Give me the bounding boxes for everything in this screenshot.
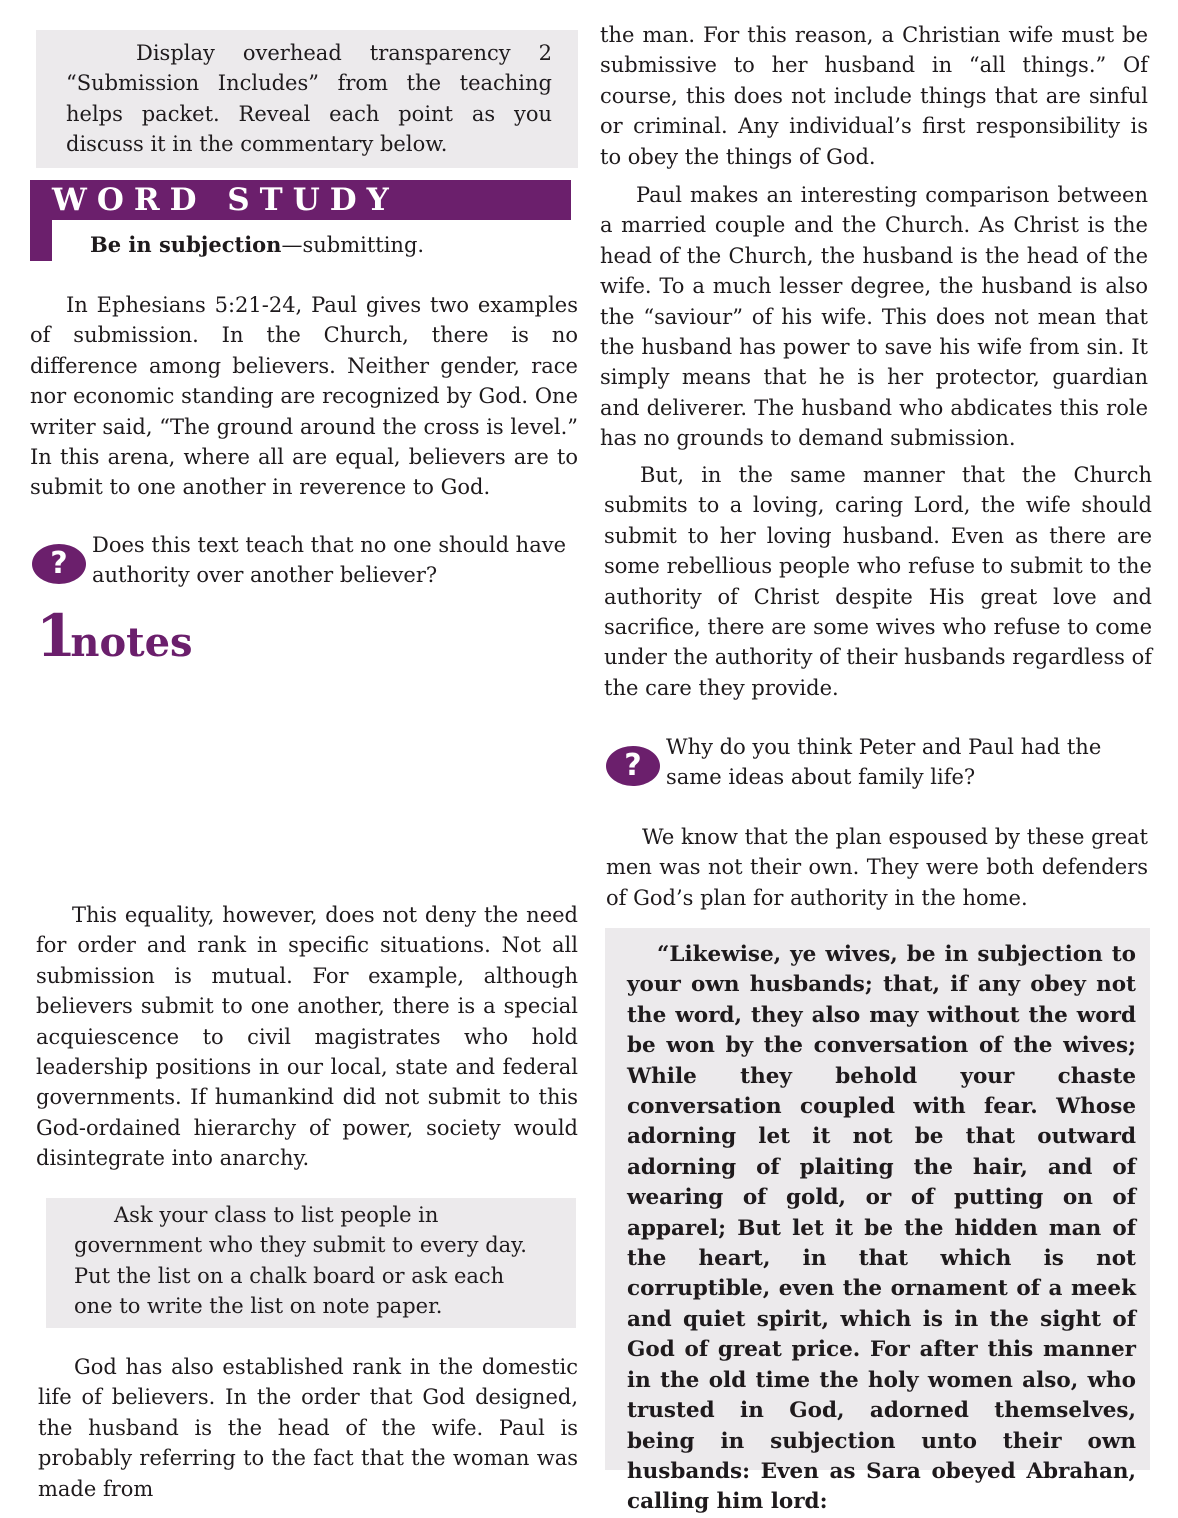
notes-hook-icon: 1	[36, 602, 71, 670]
word-study-heading: WORD STUDY	[30, 180, 571, 220]
left-paragraph-1-wrap	[30, 290, 578, 503]
left-paragraph-2-wrap	[36, 900, 578, 1174]
discussion-question: Why do you think Peter and Paul had the same ideas about family life?	[666, 735, 1102, 790]
body-paragraph: God has also established rank in the domestic life of believers. In the order that God designed, the husband is the head of the wife. Paul is probably referring to the fact that the woman was made from	[38, 1355, 578, 1501]
right-paragraph-1-wrap	[600, 20, 1148, 172]
notes-heading	[36, 602, 193, 673]
body-paragraph: the man. For this reason, a Christian wife must be submissive to her husband in “all things.” Of course, this does not include things that are sinful or criminal. Any individual’s first responsibility is to obey the things of God.	[600, 23, 1148, 169]
discussion-question: Does this text teach that no one should have authority over another believer?	[92, 533, 567, 588]
scripture-quote-box	[605, 928, 1150, 1515]
scripture-quote: “Likewise, ye wives, be in subjection to your own husbands; that, if any obey not the word, they also may without the word be won by the conversation of the wives; While they behold your chaste conversation coupled with fear. Whose adorning let it not be that outward adorning of plaiting the hair, and of wearing of gold, or of putting on of apparel; But let it be the hidden man of the heart, in that which is not corruptible, even the ornament of a meek and quiet spirit, which is in the sight of God of great price. For after this manner in the old time the holy women also, who trusted in God, adorned themselves, being in subjection unto their own husbands: Even as Sara obeyed Abrahan, calling him lord:	[627, 942, 1136, 1515]
body-paragraph: In Ephesians 5:21-24, Paul gives two examples of submission. In the Church, there is no difference among believers. Neither gender, race nor economic standing are recognized by God. One writer said, “The ground around the cross is level.” In this arena, where all are equal, believers are to submit to one another in reverence to God.	[30, 293, 578, 500]
question-icon: ?	[606, 746, 660, 786]
body-paragraph: Paul makes an interesting comparison between a married couple and the Church. As Christ is the head of the Church, the husband is the head of the wife. To a much lesser degree, the husband is also the “saviour” of his wife. This does not mean that the husband has power to save his wife from sin. It simply means that he is her protector, guardian and deliverer. The husband who abdicates this role has no grounds to demand submission.	[600, 183, 1148, 451]
left-paragraph-3-wrap	[38, 1352, 578, 1504]
right-paragraph-4-wrap	[606, 822, 1148, 913]
teaching-tip-box	[36, 30, 578, 168]
notes-label: notes	[70, 619, 193, 666]
word-study-meaning: —submitting.	[281, 233, 425, 257]
teaching-tip-text: Display overhead transparency 2 “Submission Includes” from the teaching helps packet. Reveal each point as you discuss it in the commentary below.	[66, 41, 552, 157]
word-study-definition	[90, 230, 424, 260]
word-study-bracket	[30, 215, 52, 261]
body-paragraph: We know that the plan espoused by these great men was not their own. They were both defenders of God’s plan for authority in the home.	[606, 825, 1148, 910]
teaching-tip-box	[46, 1198, 576, 1328]
body-paragraph: This equality, however, does not deny the need for order and rank in specific situations. Not all submission is mutual. For example, although believers submit to one another, there is a special acquiescence to civil magistrates who hold leadership positions in our local, state and federal governments. If humankind did not submit to this God-ordained hierarchy of power, society would disintegrate into anarchy.	[36, 903, 578, 1171]
question-icon: ?	[32, 544, 86, 584]
body-paragraph: But, in the same manner that the Church submits to a loving, caring Lord, the wife should submit to her loving husband. Even as there are some rebellious people who refuse to submit to the authority of Christ despite His great love and sacrifice, there are some wives who refuse to come under the authority of their husbands regardless of the care they provide.	[604, 463, 1152, 700]
teaching-tip-text: Ask your class to list people in government who they submit to every day. Put the list on a chalk board or ask each one to write the list on note paper.	[74, 1203, 527, 1319]
right-paragraph-2-wrap	[600, 180, 1148, 454]
right-paragraph-3-wrap	[604, 460, 1152, 703]
word-study-term: Be in subjection	[90, 232, 282, 257]
